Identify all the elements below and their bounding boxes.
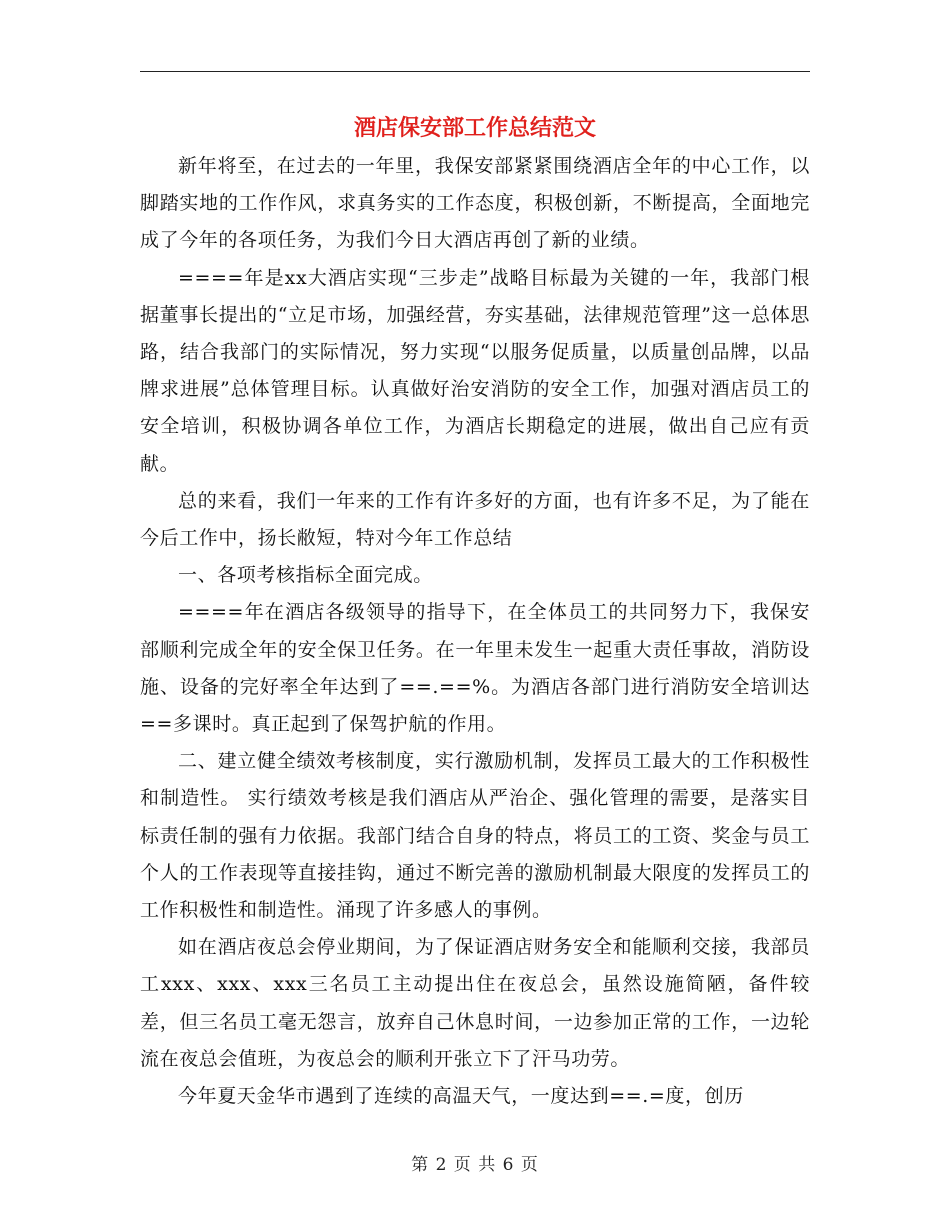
paragraph-targets: ====年在酒店各级领导的指导下，在全体员工的共同努力下，我保安部顺利完成全年的安全保卫任务。在一年里未发生一起重大责任事故，消防设施、设备的完好率全年达到了==.==%。为酒店各部门进行消防安全培训达==多课时。真正起到了保驾护航的作用。 xyxy=(140,601,810,736)
paragraph-summer: 今年夏天金华市遇到了连续的高温天气，一度达到==.=度，创历 xyxy=(178,1085,744,1108)
paragraph-intro: 新年将至，在过去的一年里，我保安部紧紧围绕酒店全年的中心工作，以脚踏实地的工作作风，求真务实的工作态度，积极创新，不断提高，全面地完成了今年的各项任务，为我们今日大酒店再创了新的业绩。 xyxy=(140,155,810,252)
section-heading-1: 一、各项考核指标全面完成。 xyxy=(178,564,433,587)
header-rule xyxy=(140,71,810,72)
page-number: 第 2 页 共 6 页 xyxy=(411,1155,539,1175)
paragraph-strategy: ====年是xx大酒店实现“三步走”战略目标最为关键的一年，我部门根据董事长提出的“立足市场，加强经营，夯实基础，法律规范管理”这一总体思路，结合我部门的实际情况，努力实现“以服务促质量，以质量创品牌，以品牌求进展”总体管理目标。认真做好治安消防的安全工作，加强对酒店员工的安全培训，积极协调各单位工作，为酒店长期稳定的进展，做出自己应有贡献。 xyxy=(140,266,810,475)
paragraph-example-nightclub: 如在酒店夜总会停业期间，为了保证酒店财务安全和能顺利交接，我部员工xxx、xxx、xxx三名员工主动提出住在夜总会，虽然设施简陋，备件较差，但三名员工毫无怨言，放弃自己休息时间，一边参加正常的工作，一边轮流在夜总会值班，为夜总会的顺利开张立下了汗马功劳。 xyxy=(140,936,810,1070)
section-heading-2: 二、建立健全绩效考核制度，实行激励机制，发挥员工最大的工作积极性和制造性。 实行绩效考核是我们酒店从严治企、强化管理的需要，是落实目标责任制的强有力依据。我部门结合自身的特点，将员工的工资、奖金与员工个人的工作表现等直接挂钩，通过不断完善的激励机制最大限度的发挥员工的工作积极性和制造性。涌现了许多感人的事例。 xyxy=(140,750,810,922)
document-body xyxy=(140,148,810,1138)
document-title: 酒店保安部工作总结范文 xyxy=(353,115,596,141)
paragraph-overview: 总的来看，我们一年来的工作有许多好的方面，也有许多不足，为了能在今后工作中，扬长敝短，特对今年工作总结 xyxy=(140,489,810,550)
